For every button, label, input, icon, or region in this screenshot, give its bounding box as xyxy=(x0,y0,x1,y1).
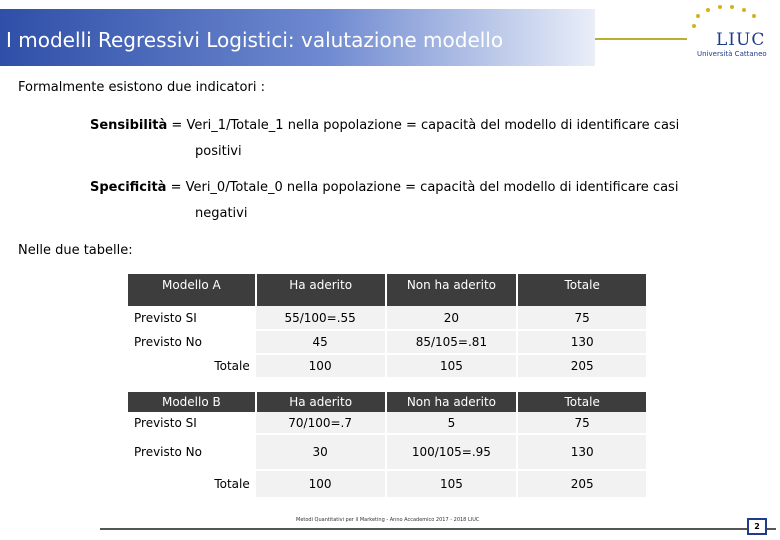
table-row xyxy=(128,412,647,434)
sensibilita-cont: positivi xyxy=(195,144,242,159)
table-modello-b xyxy=(128,392,648,499)
logo-word: LIUC xyxy=(716,30,766,50)
table-row xyxy=(128,434,647,470)
page-number: 2 xyxy=(747,518,767,535)
header-cell: Modello A xyxy=(128,274,256,306)
table-cell: 5 xyxy=(386,412,518,434)
specificita-def: = Veri_0/Totale_0 nella popolazione = capacità del modello di identificare casi xyxy=(166,180,679,195)
intro-text: Formalmente esistono due indicatori : xyxy=(18,80,265,95)
table-row xyxy=(128,330,647,354)
table-header-row xyxy=(128,392,647,412)
footer-divider xyxy=(100,528,776,530)
title-divider xyxy=(595,38,687,40)
row-label: Previsto No xyxy=(128,434,256,470)
row-label: Totale xyxy=(128,470,256,498)
table-cell: 70/100=.7 xyxy=(256,412,386,434)
table-modello-a xyxy=(128,274,648,379)
table-cell: 20 xyxy=(386,306,518,330)
header-cell: Modello B xyxy=(128,392,256,412)
specificita-term: Specificità xyxy=(90,180,167,195)
header-cell: Ha aderito xyxy=(256,392,386,412)
table-header-row xyxy=(128,274,647,306)
row-label: Previsto SI xyxy=(128,412,256,434)
table-cell: 100 xyxy=(256,470,386,498)
table-cell: 205 xyxy=(517,470,647,498)
table-cell: 100/105=.95 xyxy=(386,434,518,470)
slide-title: I modelli Regressivi Logistici: valutazione modello xyxy=(6,28,504,52)
row-label: Previsto No xyxy=(128,330,256,354)
footer-text: Metodi Quantitativi per il Marketing - Anno Accademico 2017 - 2018 LIUC xyxy=(296,517,480,523)
table-cell: 30 xyxy=(256,434,386,470)
header-cell: Ha aderito xyxy=(256,274,386,306)
specificita-line xyxy=(90,180,678,195)
sensibilita-term: Sensibilità xyxy=(90,118,168,133)
table-cell: 205 xyxy=(517,354,647,378)
table-cell: 75 xyxy=(517,412,647,434)
specificita-cont: negativi xyxy=(195,206,248,221)
table-cell: 130 xyxy=(517,330,647,354)
sensibilita-line xyxy=(90,118,679,133)
tables-intro: Nelle due tabelle: xyxy=(18,243,133,258)
table-cell: 130 xyxy=(517,434,647,470)
table-cell: 45 xyxy=(256,330,386,354)
table-cell: 105 xyxy=(386,470,518,498)
table-cell: 55/100=.55 xyxy=(256,306,386,330)
sensibilita-def: = Veri_1/Totale_1 nella popolazione = capacità del modello di identificare casi xyxy=(167,118,680,133)
table-cell: 100 xyxy=(256,354,386,378)
table-cell: 85/105=.81 xyxy=(386,330,518,354)
row-label: Previsto SI xyxy=(128,306,256,330)
header-cell: Non ha aderito xyxy=(386,274,518,306)
header-cell: Non ha aderito xyxy=(386,392,518,412)
table-cell: 75 xyxy=(517,306,647,330)
header-cell: Totale xyxy=(517,274,647,306)
table-row xyxy=(128,354,647,378)
table-row xyxy=(128,470,647,498)
row-label: Totale xyxy=(128,354,256,378)
header-cell: Totale xyxy=(517,392,647,412)
logo-subtitle: Università Cattaneo xyxy=(697,50,767,58)
table-row xyxy=(128,306,647,330)
table-cell: 105 xyxy=(386,354,518,378)
